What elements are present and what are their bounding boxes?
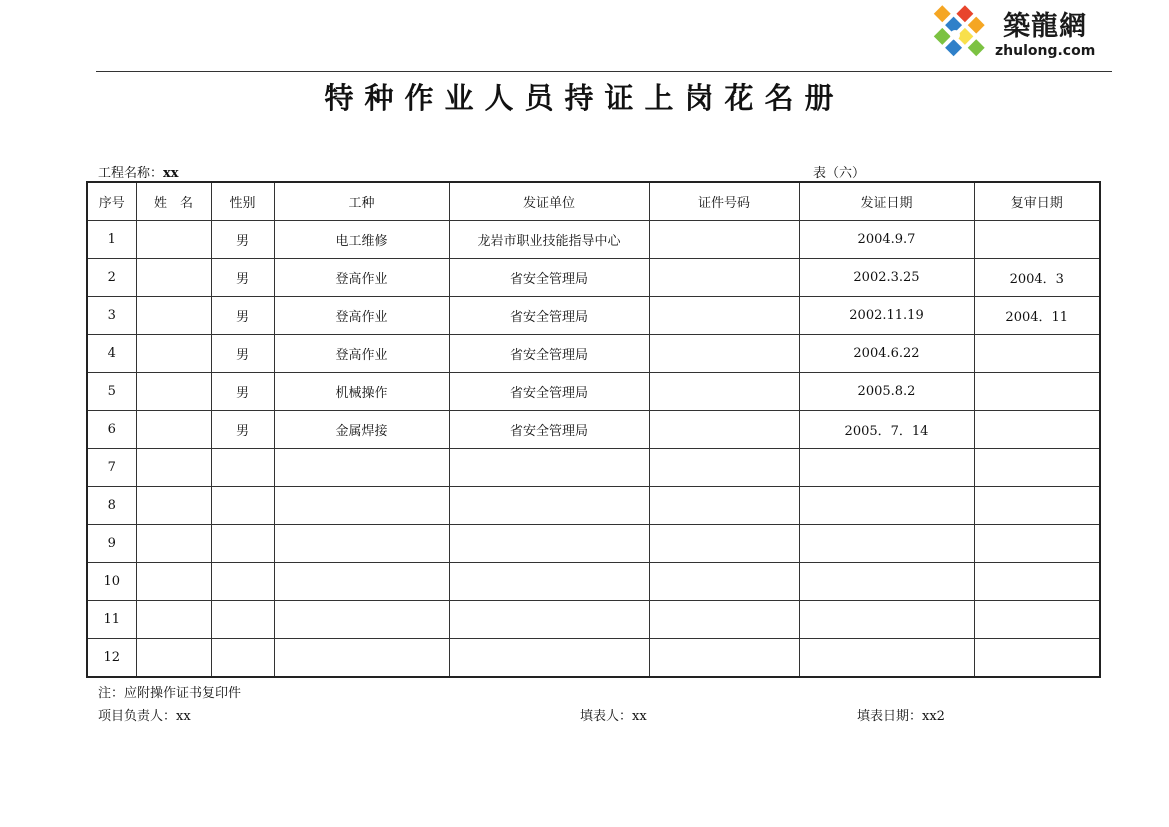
table-cell — [974, 449, 1100, 487]
table-cell: 男 — [211, 335, 274, 373]
table-cell — [974, 487, 1100, 525]
table-cell: 8 — [87, 487, 136, 525]
table-cell — [211, 487, 274, 525]
table-cell — [136, 449, 211, 487]
table-cell — [974, 601, 1100, 639]
project-name — [98, 162, 179, 181]
table-cell — [649, 297, 799, 335]
table-cell — [449, 639, 649, 678]
table-cell: 省安全管理局 — [449, 297, 649, 335]
table-cell: 10 — [87, 563, 136, 601]
table-cell — [974, 639, 1100, 678]
table-cell: 7 — [87, 449, 136, 487]
table-cell: 2004.9.7 — [799, 221, 974, 259]
table-cell: 12 — [87, 639, 136, 678]
table-cell: 省安全管理局 — [449, 411, 649, 449]
table-cell — [799, 449, 974, 487]
table-cell — [136, 335, 211, 373]
note-text: 注：应附操作证书复印件 — [98, 686, 242, 701]
table-cell — [649, 525, 799, 563]
table-cell — [649, 449, 799, 487]
table-cell — [449, 563, 649, 601]
table-cell — [274, 449, 449, 487]
table-cell: 金属焊接 — [274, 411, 449, 449]
table-cell: 2005.8.2 — [799, 373, 974, 411]
table-cell: 9 — [87, 525, 136, 563]
table-cell — [274, 525, 449, 563]
logo-english-text: zhulong.com — [995, 43, 1096, 59]
table-cell: 省安全管理局 — [449, 259, 649, 297]
table-cell — [136, 411, 211, 449]
table-cell: 男 — [211, 411, 274, 449]
table-cell: 机械操作 — [274, 373, 449, 411]
table-cell: 登高作业 — [274, 335, 449, 373]
project-name-label: 工程名称： — [98, 166, 164, 181]
table-cell — [136, 259, 211, 297]
table-cell — [136, 373, 211, 411]
table-row — [87, 563, 1100, 601]
table-cell: 2004.6.22 — [799, 335, 974, 373]
table-cell: 男 — [211, 373, 274, 411]
form-filler: 填表人：xx — [580, 709, 647, 724]
zhulong-logo — [921, 1, 1111, 69]
table-cell — [974, 525, 1100, 563]
table-cell: 男 — [211, 259, 274, 297]
table-cell — [449, 449, 649, 487]
table-cell — [799, 563, 974, 601]
table-cell — [136, 525, 211, 563]
table-row — [87, 297, 1100, 335]
table-cell — [799, 487, 974, 525]
page-title: 特种作业人员持证上岗花名册 — [324, 81, 845, 115]
table-cell — [649, 487, 799, 525]
table-cell: 11 — [87, 601, 136, 639]
table-cell — [274, 601, 449, 639]
table-cell — [974, 335, 1100, 373]
header-rule — [96, 71, 1112, 72]
table-cell — [449, 525, 649, 563]
table-row — [87, 601, 1100, 639]
table-cell — [136, 601, 211, 639]
table-cell — [449, 601, 649, 639]
table-cell: 2004．11 — [974, 297, 1100, 335]
table-cell: 省安全管理局 — [449, 335, 649, 373]
column-header: 序号 — [87, 182, 136, 221]
table-cell — [649, 373, 799, 411]
table-cell: 登高作业 — [274, 297, 449, 335]
table-cell — [649, 411, 799, 449]
table-cell — [974, 221, 1100, 259]
table-cell — [974, 563, 1100, 601]
table-cell — [211, 525, 274, 563]
table-cell — [274, 563, 449, 601]
table-cell: 男 — [211, 221, 274, 259]
table-cell — [211, 639, 274, 678]
table-cell: 6 — [87, 411, 136, 449]
table-row — [87, 411, 1100, 449]
table-cell: 2005．7．14 — [799, 411, 974, 449]
column-header: 工种 — [274, 182, 449, 221]
table-cell — [211, 601, 274, 639]
table-cell: 2002.3.25 — [799, 259, 974, 297]
table-row — [87, 259, 1100, 297]
table-cell: 电工维修 — [274, 221, 449, 259]
table-cell — [136, 221, 211, 259]
table-row — [87, 639, 1100, 678]
table-cell — [274, 487, 449, 525]
table-cell: 3 — [87, 297, 136, 335]
column-header: 姓 名 — [136, 182, 211, 221]
column-header: 证件号码 — [649, 182, 799, 221]
table-cell — [649, 221, 799, 259]
zhulong-logo-icon — [921, 1, 989, 69]
table-row — [87, 487, 1100, 525]
table-cell — [211, 449, 274, 487]
column-header: 复审日期 — [974, 182, 1100, 221]
table-cell — [449, 487, 649, 525]
column-header: 发证单位 — [449, 182, 649, 221]
column-header: 性别 — [211, 182, 274, 221]
table-cell — [649, 259, 799, 297]
table-cell — [136, 297, 211, 335]
table-row — [87, 335, 1100, 373]
table-row — [87, 449, 1100, 487]
column-header: 发证日期 — [799, 182, 974, 221]
project-manager: 项目负责人：xx — [98, 709, 191, 724]
table-cell — [211, 563, 274, 601]
register-table — [86, 181, 1101, 678]
table-cell: 龙岩市职业技能指导中心 — [449, 221, 649, 259]
table-row — [87, 525, 1100, 563]
table-cell: 5 — [87, 373, 136, 411]
form-number: 表（六） — [813, 166, 866, 181]
table-row — [87, 221, 1100, 259]
table-cell — [799, 601, 974, 639]
table-cell — [136, 487, 211, 525]
table-cell — [274, 639, 449, 678]
table-cell — [136, 563, 211, 601]
table-header-row — [87, 182, 1100, 221]
table-cell: 登高作业 — [274, 259, 449, 297]
table-cell: 4 — [87, 335, 136, 373]
logo-chinese-text: 築龍網 — [1003, 11, 1088, 42]
table-cell: 2004．3 — [974, 259, 1100, 297]
table-row — [87, 373, 1100, 411]
fill-date: 填表日期：xx2 — [857, 709, 945, 724]
table-cell — [974, 411, 1100, 449]
table-cell — [649, 563, 799, 601]
table-cell — [974, 373, 1100, 411]
table-cell — [649, 335, 799, 373]
table-cell: 1 — [87, 221, 136, 259]
table-cell — [136, 639, 211, 678]
table-cell — [649, 639, 799, 678]
table-cell: 男 — [211, 297, 274, 335]
table-cell — [799, 525, 974, 563]
table-cell: 2002.11.19 — [799, 297, 974, 335]
table-cell — [649, 601, 799, 639]
table-cell — [799, 639, 974, 678]
table-cell: 省安全管理局 — [449, 373, 649, 411]
table-cell: 2 — [87, 259, 136, 297]
project-name-value: xx — [163, 166, 179, 181]
